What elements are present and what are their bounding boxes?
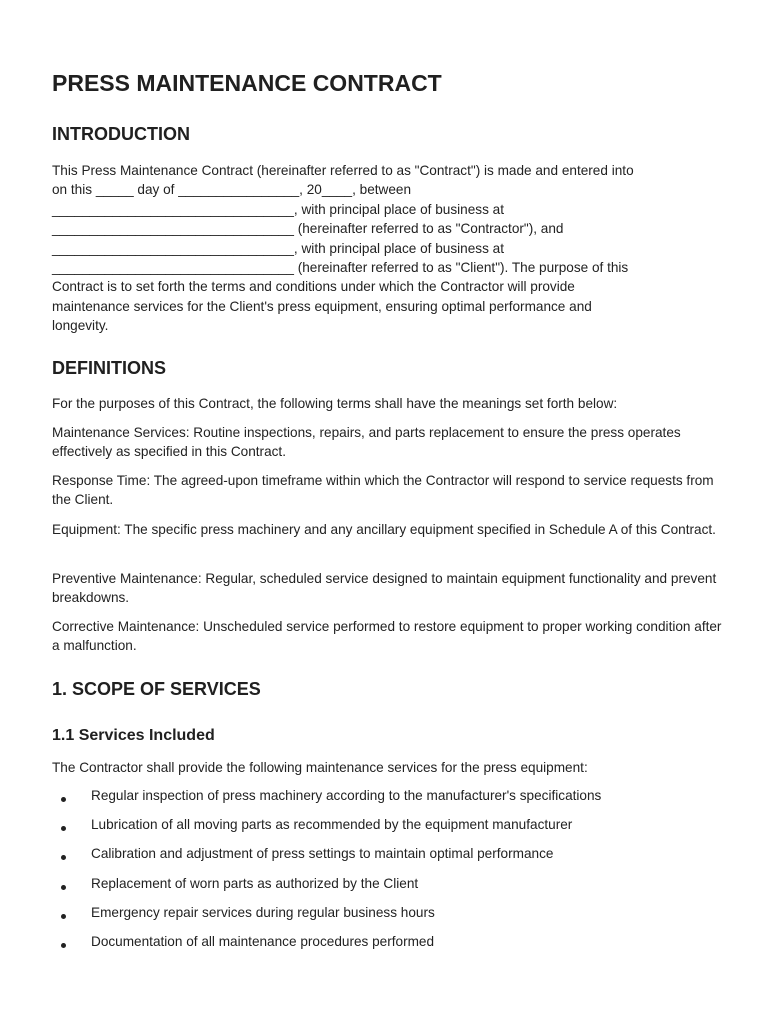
services-list-item-text: Replacement of worn parts as authorized by the Client <box>91 875 419 891</box>
definition-item: Response Time: The agreed-upon timeframe within which the Contractor will respond to service requests from the Client. <box>52 473 714 508</box>
introduction-line: ________________________________ (hereinafter referred to as "Contractor"), and <box>52 221 564 237</box>
services-included-subheading: 1.1 Services Included <box>52 727 215 744</box>
definition-item: Preventive Maintenance: Regular, scheduled service designed to maintain equipment functionality and prevent breakdowns. <box>52 571 717 606</box>
services-list-item <box>52 785 724 814</box>
services-list-item-text: Documentation of all maintenance procedures performed <box>91 933 435 949</box>
introduction-line: maintenance services for the Client's press equipment, ensuring optimal performance and <box>52 298 592 314</box>
services-list-item-text: Regular inspection of press machinery according to the manufacturer's specifications <box>91 788 602 803</box>
definition-item: Equipment: The specific press machinery and any ancillary equipment specified in Schedule A of this Contract. <box>52 522 716 537</box>
services-list-item-text: Lubrication of all moving parts as recommended by the equipment manufacturer <box>91 817 573 833</box>
services-list-item <box>52 814 724 843</box>
bullet-icon <box>61 826 66 831</box>
definition-item: Maintenance Services: Routine inspections, repairs, and parts replacement to ensure the press operates effectively as specified in this Contract. <box>52 425 681 460</box>
services-list-item-text: Calibration and adjustment of press settings to maintain optimal performance <box>91 846 554 862</box>
introduction-paragraph <box>52 161 724 336</box>
introduction-line: ________________________________, with principal place of business at <box>52 240 504 256</box>
introduction-line: ________________________________ (hereinafter referred to as "Client"). The purpose of this <box>52 260 629 276</box>
introduction-line: Contract is to set forth the terms and conditions under which the Contractor will provide <box>52 279 575 295</box>
bullet-icon <box>61 914 66 919</box>
bullet-icon <box>61 797 66 802</box>
introduction-heading: INTRODUCTION <box>52 124 190 144</box>
definitions-intro: For the purposes of this Contract, the following terms shall have the meanings set forth below: <box>52 396 618 411</box>
introduction-line: longevity. <box>52 318 109 334</box>
document-title: PRESS MAINTENANCE CONTRACT <box>52 70 442 96</box>
services-list-item <box>52 873 724 902</box>
services-list-item <box>52 931 724 960</box>
bullet-icon <box>61 885 66 890</box>
services-list-item <box>52 843 724 872</box>
introduction-line: on this _____ day of ________________, 20____, between <box>52 182 412 198</box>
bullet-icon <box>61 943 66 948</box>
services-list-item <box>52 902 724 931</box>
definition-item: Corrective Maintenance: Unscheduled service performed to restore equipment to proper working condition after a malfunction. <box>52 619 722 654</box>
scope-heading: 1. SCOPE OF SERVICES <box>52 679 261 699</box>
introduction-line: ________________________________, with principal place of business at <box>52 201 504 217</box>
definitions-heading: DEFINITIONS <box>52 358 167 378</box>
introduction-line: This Press Maintenance Contract (hereinafter referred to as "Contract") is made and entered into <box>52 163 634 178</box>
services-list-item-text: Emergency repair services during regular business hours <box>91 904 435 920</box>
services-list <box>52 785 724 960</box>
bullet-icon <box>61 855 66 860</box>
scope-intro: The Contractor shall provide the following maintenance services for the press equipment: <box>52 760 588 775</box>
